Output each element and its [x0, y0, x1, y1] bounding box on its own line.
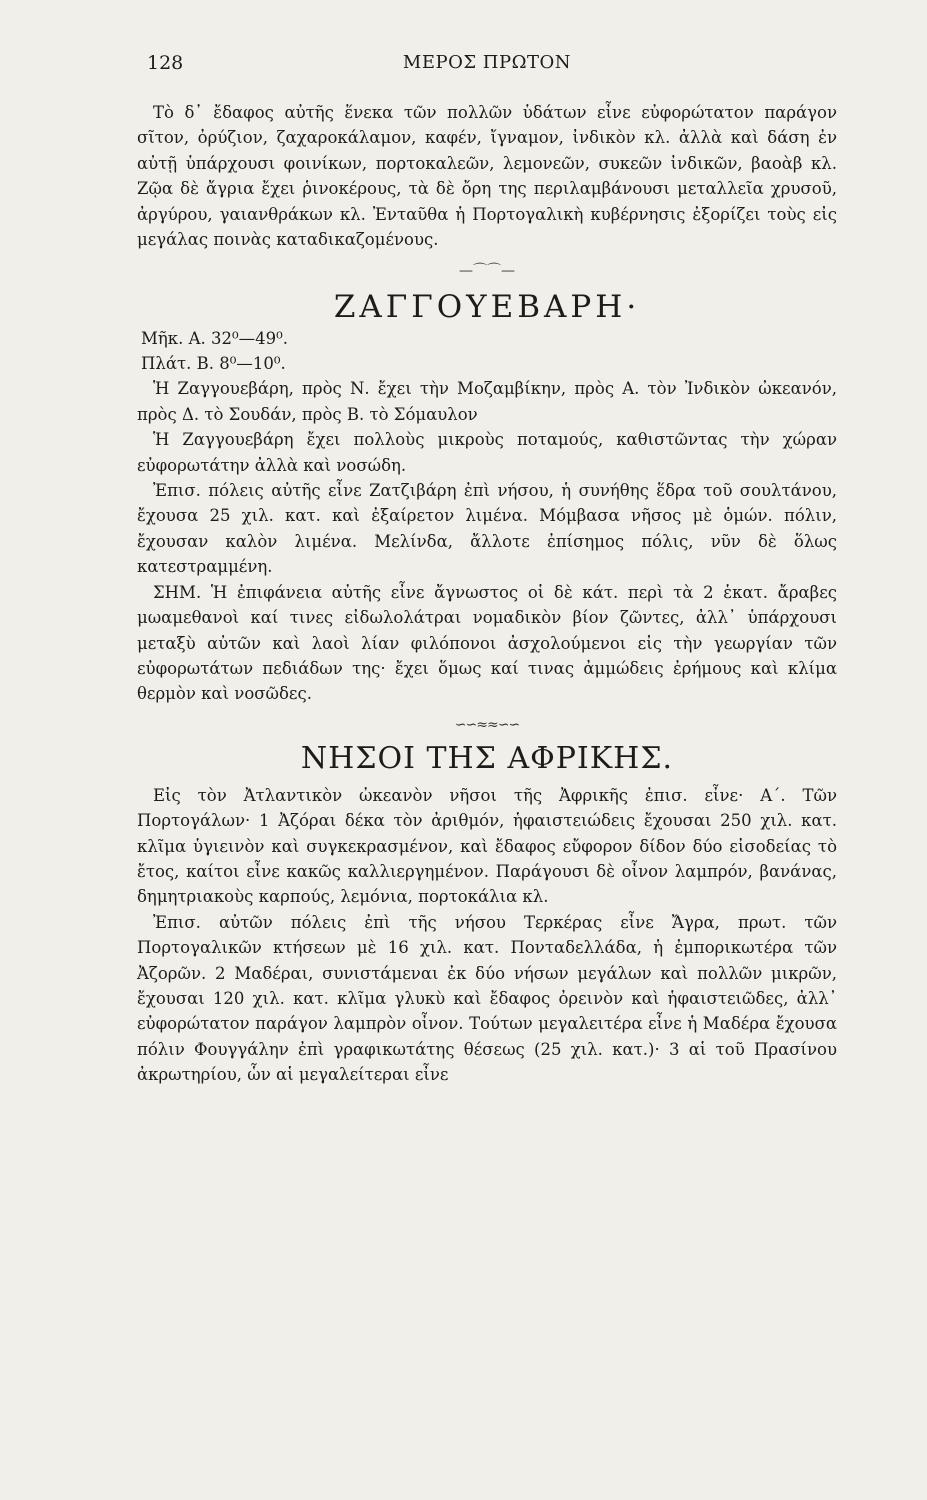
latitude-line: Πλάτ. Β. 8⁰—10⁰.	[141, 354, 286, 374]
section-heading-islands: ΝΗΣΟΙ ΤΗΣ ΑΦΡΙΚΗΣ.	[300, 740, 674, 776]
ornamental-divider: ∽∽≈≈∽∽	[454, 716, 520, 733]
page-number: 128	[147, 52, 184, 74]
islands-paragraph-azores: Εἰς τὸν Ἀτλαντικὸν ὠκεανὸν νῆσοι τῆς Ἀφρικῆς ἐπισ. εἶνε· Α΄. Τῶν Πορτογάλων· 1 Ἀζόραι δέκα τὸν ἀριθμόν, ἡφαιστειώδεις ἔχουσαι 250 χιλ. κατ. κλῖμα ὑγιεινὸν καὶ συγκεκρασμένον, καὶ ἔδαφος εὔφορον δίδον δύο εἰσοδείας τὸ ἔτος, καίτοι εἶνε κακῶς καλλιεργημένον. Παράγουσι δὲ οἶνον λαμπρόν, βανάνας, δημητριακοὺς καρπούς, λεμόνια, πορτοκάλια κλ.	[137, 785, 837, 907]
islands-paragraph-cities: Ἐπισ. αὐτῶν πόλεις ἐπὶ τῆς νήσου Τερκέρας εἶνε Ἄγρα, πρωτ. τῶν Πορτογαλικῶν κτήσεων μὲ 16 χιλ. κατ. Πονταδελλάδα, ἡ ἐμπορικωτέρα τῶν Ἀζορῶν. 2 Μαδέραι, συνιστάμεναι ἐκ δύο νήσων μεγάλων καὶ πολλῶν μικρῶν, ἔχουσαι 120 χιλ. κατ. κλῖμα γλυκὺ καὶ ἔδαφος ὀρεινὸν καὶ ἡφαιστειῶδες, ἀλλ᾽ εὐφορώτατον παράγον λαμπρὸν οἶνον. Τούτων μεγαλειτέρα εἶνε ἡ Μαδέρα ἔχουσα πόλιν Φουγγάλην ἐπὶ γραφικωτάτης θέσεως (25 χιλ. κατ.)· 3 αἱ τοῦ Πρασίνου ἀκρωτηρίου, ὧν αἱ μεγαλείτεραι εἶνε	[137, 912, 837, 1085]
section-divider: —⌒⌒—	[459, 263, 515, 280]
zanzibar-paragraph-rivers: Ἡ Ζαγγουεβάρη ἔχει πολλοὺς μικροὺς ποταμούς, καθιστῶντας τὴν χώραν εὐφορωτάτην ἀλλὰ καὶ νοσώδη.	[137, 430, 837, 475]
section-heading-zanzibar: ΖΑΓΓΟΥΕΒΑΡΗ·	[333, 289, 641, 326]
page-header	[137, 52, 837, 82]
zanzibar-paragraph-borders: Ἡ Ζαγγουεβάρη, πρὸς Ν. ἔχει τὴν Μοζαμβίκην, πρὸς Α. τὸν Ἰνδικὸν ὠκεανόν, πρὸς Δ. τὸ Σουδάν, πρὸς Β. τὸ Σόμαυλον	[137, 379, 837, 424]
body-text	[137, 100, 837, 1088]
zanzibar-paragraph-cities: Ἐπισ. πόλεις αὐτῆς εἶνε Ζατζιβάρη ἐπὶ νήσου, ἡ συνήθης ἕδρα τοῦ σουλτάνου, ἔχουσα 25 χιλ. κατ. καὶ ἐξαίρετον λιμένα. Μόμβασα νῆσος μὲ ὁμών. πόλιν, ἔχουσαν καλὸν λιμένα. Μελίνδα, ἄλλοτε ἐπίσημος πόλις, νῦν δὲ ὅλως κατεστραμμένη.	[137, 481, 837, 577]
running-title: ΜΕΡΟΣ ΠΡΩΤΟΝ	[402, 52, 572, 73]
intro-paragraph: Τὸ δ᾽ ἔδαφος αὐτῆς ἕνεκα τῶν πολλῶν ὑδάτων εἶνε εὐφορώτατον παράγον σῖτον, ὀρύζιον, ζαχαροκάλαμον, καφέν, ἴγναμον, ἰνδικὸν κλ. ἀλλὰ καὶ δάση ἐν αὐτῇ ὑπάρχουσι φοινίκων, πορτοκαλεῶν, λεμονεῶν, συκεῶν ἰνδικῶν, βαοὰβ κλ. Ζῷα δὲ ἄγρια ἔχει ῥινοκέρους, τὰ δὲ ὄρη της περιλαμβάνουσι μεταλλεῖα χρυσοῦ, ἀργύρου, γαιανθράκων κλ. Ἐνταῦθα ἡ Πορτογαλικὴ κυβέρνησις ἐξορίζει τοὺς εἰς μεγάλας ποινὰς καταδικαζομένους.	[137, 103, 837, 250]
zanzibar-paragraph-note: ΣΗΜ. Ἡ ἐπιφάνεια αὐτῆς εἶνε ἄγνωστος οἱ δὲ κάτ. περὶ τὰ 2 ἑκατ. ἄραβες μωαμεθανοὶ καί τινες εἰδωλολάτραι νομαδικὸν βίον ζῶντες, ἀλλ᾽ ὑπάρχουσι μεταξὺ αὐτῶν καὶ λαοὶ λίαν φιλόπονοι ἀσχολούμενοι εἰς τὴν γεωργίαν τῶν εὐφορωτάτων πεδιάδων της· ἔχει ὅμως καί τινας ἀμμώδεις ἐρήμους καὶ κλίμα θερμὸν καὶ νοσῶδες.	[137, 582, 837, 704]
longitude-line: Μῆκ. Α. 32⁰—49⁰.	[141, 329, 288, 349]
